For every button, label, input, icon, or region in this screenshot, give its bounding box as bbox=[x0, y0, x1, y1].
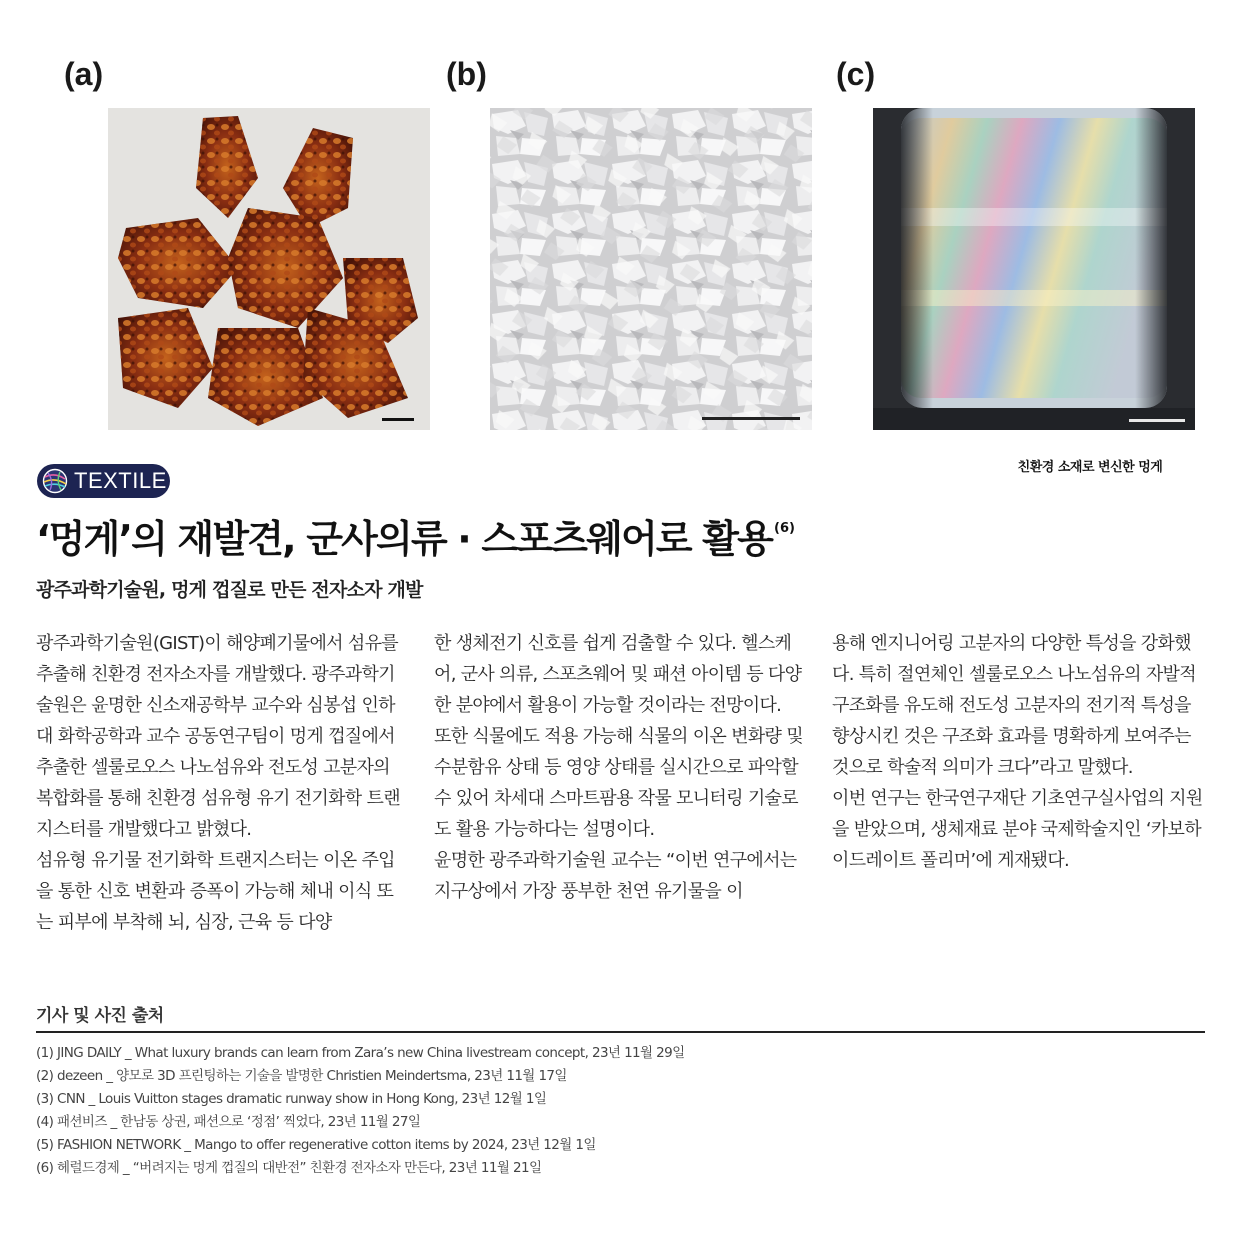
source-item: (2) dezeen _ 양모로 3D 프린팅하는 기술을 발명한 Christien Meindertsma, 23년 11월 17일 bbox=[36, 1068, 567, 1084]
sources-list bbox=[36, 1042, 685, 1180]
paragraph: 윤명한 광주과학기술원 교수는 “이번 연구에서는 지구상에서 가장 풍부한 천연 유기물을 이 bbox=[434, 850, 797, 902]
body-column-3 bbox=[832, 628, 1204, 876]
section-badge bbox=[37, 464, 170, 498]
source-item: (3) CNN _ Louis Vuitton stages dramatic runway show in Hong Kong, 23년 12월 1일 bbox=[36, 1091, 547, 1107]
paragraph: 이번 연구는 한국연구재단 기초연구실사업의 지원을 받았으며, 생체재료 분야 국제학술지인 ‘카보하이드레이트 폴리머’에 게재됐다. bbox=[832, 788, 1203, 871]
sources-divider bbox=[36, 1031, 1205, 1033]
source-item: (1) JING DAILY _ What luxury brands can learn from Zara’s new China livestream concept, 23년 11월 29일 bbox=[36, 1045, 685, 1061]
panel-label-a: (a) bbox=[64, 56, 104, 92]
source-item: (6) 헤럴드경제 _ “버려지는 멍게 껍질의 대반전” 친환경 전자소자 만든다, 23년 11월 21일 bbox=[36, 1160, 542, 1176]
source-item: (5) FASHION NETWORK _ Mango to offer regenerative cotton items by 2024, 23년 12월 1일 bbox=[36, 1137, 596, 1153]
nanofiber-dispersion-photo bbox=[873, 108, 1195, 430]
panel-label-b: (b) bbox=[446, 56, 487, 92]
panel-label-c: (c) bbox=[836, 56, 876, 92]
headline-text: ‘멍게’의 재발견, 군사의류 · 스포츠웨어로 활용 bbox=[36, 517, 773, 561]
paragraph: 섬유형 유기물 전기화학 트랜지스터는 이온 주입을 통한 신호 변환과 증폭이 가능해 체내 이식 또는 피부에 부착해 뇌, 심장, 근육 등 다양 bbox=[36, 850, 395, 933]
paragraph: 또한 식물에도 적용 가능해 식물의 이온 변화량 및 수분함유 상태 등 영양 상태를 실시간으로 파악할 수 있어 차세대 스마트팜용 작물 모니터링 기술로도 활용 가능하다는 설명이다. bbox=[434, 726, 803, 840]
article-headline bbox=[36, 508, 795, 563]
paragraph: 한 생체전기 신호를 쉽게 검출할 수 있다. 헬스케어, 군사 의류, 스포츠웨어 및 패션 아이템 등 다양한 분야에서 활용이 가능할 것이라는 전망이다. bbox=[434, 633, 802, 716]
source-item: (4) 패션비즈 _ 한남동 상권, 패션으로 ‘정점’ 찍었다, 23년 11월 27일 bbox=[36, 1114, 421, 1130]
globe-icon bbox=[42, 468, 68, 494]
footnote-mark: (6) bbox=[774, 521, 795, 536]
crab-shell-photo bbox=[108, 108, 430, 430]
sources-title: 기사 및 사진 출처 bbox=[36, 1006, 164, 1026]
body-column-2 bbox=[434, 628, 806, 907]
body-column-1 bbox=[36, 628, 408, 938]
section-badge-label: TEXTILE bbox=[74, 468, 167, 493]
cellulose-flakes-photo bbox=[490, 108, 812, 430]
paragraph: 용해 엔지니어링 고분자의 다양한 특성을 강화했다. 특히 절연체인 셀룰로오스 나노섬유의 자발적 구조화를 유도해 전도성 고분자의 전기적 특성을 향상시킨 것은 구조화 효과를 명확하게 보여주는 것으로 학술적 의미가 크다”라고 말했다. bbox=[832, 633, 1196, 778]
article-subheadline: 광주과학기술원, 멍게 껍질로 만든 전자소자 개발 bbox=[36, 579, 423, 601]
figure-caption: 친환경 소재로 변신한 멍게 bbox=[1017, 460, 1163, 475]
paragraph: 광주과학기술원(GIST)이 해양폐기물에서 섬유를 추출해 친환경 전자소자를 개발했다. 광주과학기술원은 윤명한 신소재공학부 교수와 심봉섭 인하대 화학공학과 교수 공동연구팀이 멍게 껍질에서 추출한 셀룰로오스 나노섬유와 전도성 고분자의 복합화를 통해 친환경 섬유형 유기 전기화학 트랜지스터를 개발했다고 밝혔다. bbox=[36, 633, 400, 840]
